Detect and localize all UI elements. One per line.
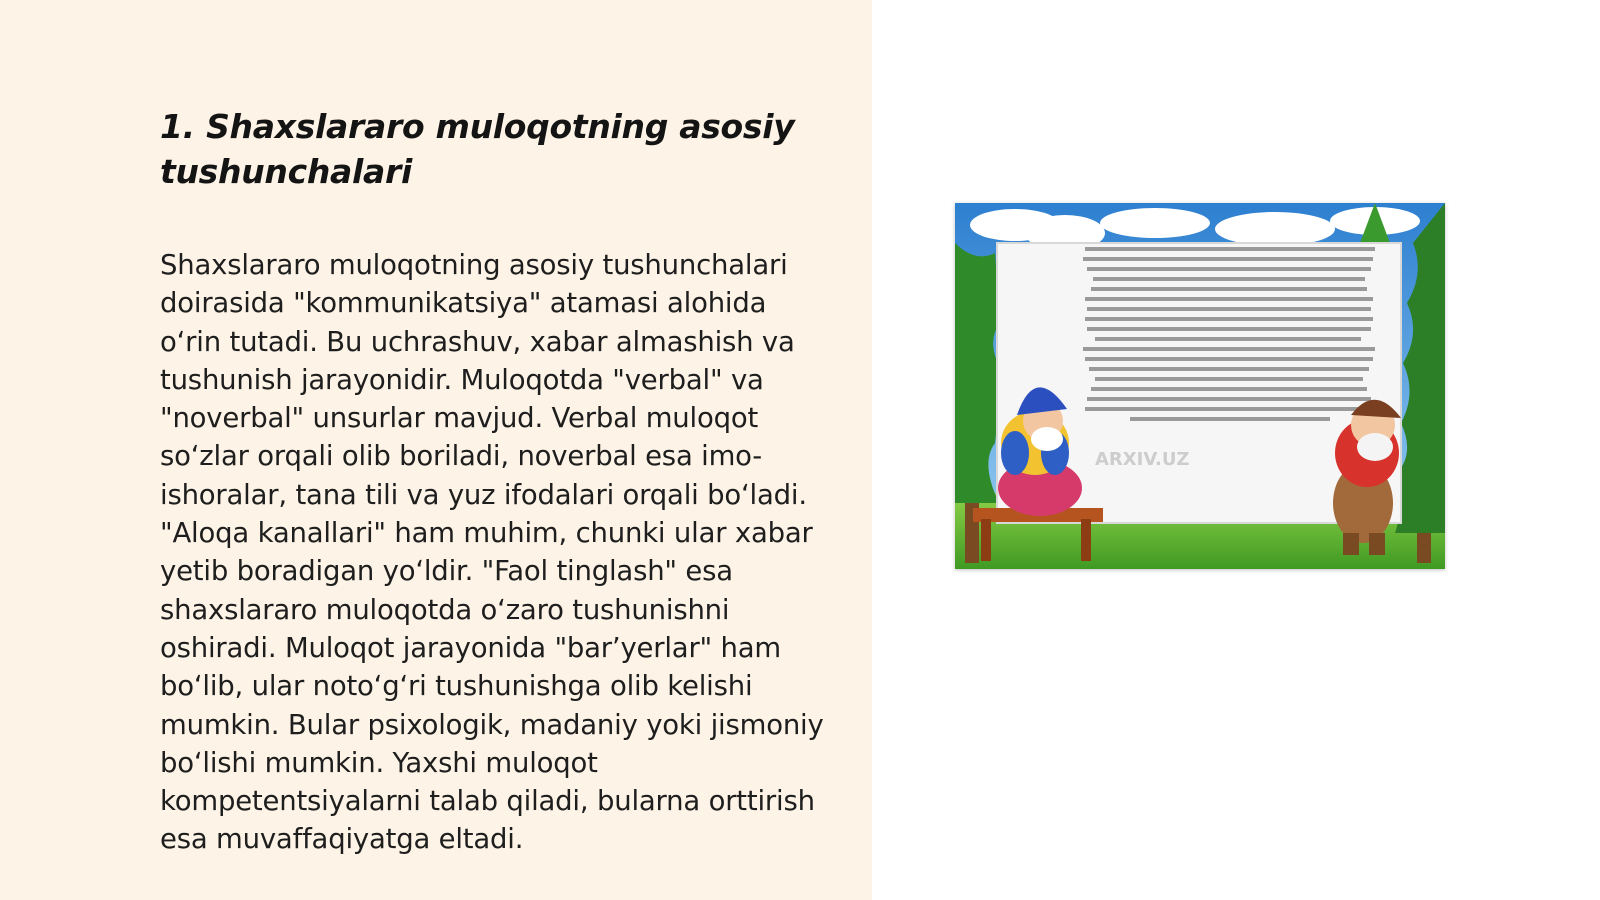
slide-title: 1. Shaxslararo muloqotning asosiy tushunchalari xyxy=(160,107,795,191)
watermark-text: ARXIV.UZ xyxy=(1095,449,1190,470)
slide-body-text: Shaxslararo muloqotning asosiy tushunchalari doirasida "kommunikatsiya" atamasi alohida oʻrin tutadi. Bu uchrashuv, xabar almashish va tushunish jarayonidir. Muloqotda "verbal" va "noverbal" unsurlar mavjud. Verbal muloqot soʻzlar orqali olib boriladi, noverbal esa imo-ishoralar, tana tili va yuz ifodalari orqali boʻladi. "Aloqa kanallari" ham muhim, chunki ular xabar yetib boradigan yoʻldir. "Faol tinglash" esa shaxslararo muloqotda oʻzaro tushunishni oshiradi. Muloqot jarayonida "bar’yerlar" ham boʻlib, ular notoʻgʻri tushunishga olib kelishi mumkin. Bular psixologik, madaniy yoki jismoniy boʻlishi mumkin. Yaxshi muloqot kompetentsiyalarni talab qiladi, bularna orttirish esa muvaffaqiyatga eltadi. xyxy=(160,249,824,856)
cartoon-illustration xyxy=(955,203,1445,569)
